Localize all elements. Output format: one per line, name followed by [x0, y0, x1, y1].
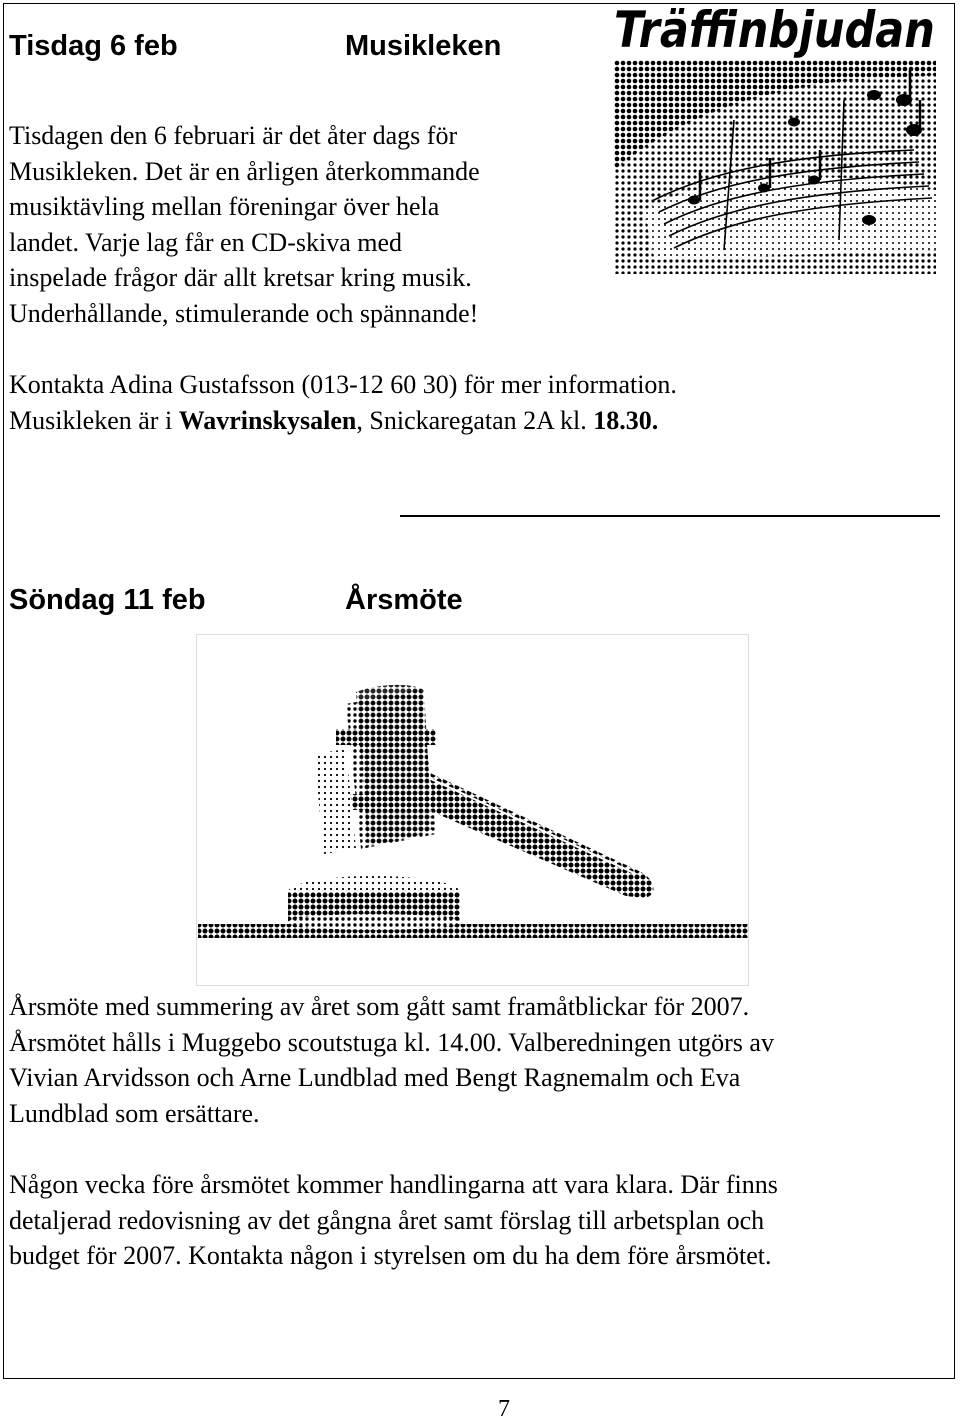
page-number: 7 [498, 1396, 510, 1422]
venue-address: , Snickaregatan 2A kl. [356, 405, 594, 435]
event1-description-line: landet. Varje lag får en CD-skiva med [9, 227, 402, 257]
event2-paragraph2-line: budget för 2007. Kontakta någon i styrelsen om du ha dem före årsmötet. [9, 1241, 772, 1270]
event2-paragraph1-line: Årsmöte med summering av året som gått samt framåtblickar för 2007. [9, 992, 750, 1021]
brand-title: Träffinbjudan [614, 2, 935, 60]
event1-description-line: Musikleken. Det är en årligen återkommande [9, 156, 480, 186]
event2-title: Årsmöte [345, 584, 463, 616]
event1-venue-line [9, 403, 677, 439]
venue-name: Wavrinskysalen [178, 405, 357, 435]
event1-title: Musikleken [345, 30, 502, 62]
venue-prefix: Musikleken är i [9, 405, 179, 435]
event1-description [9, 118, 480, 331]
event2-paragraph2-line: detaljerad redovisning av det gångna året samt förslag till arbetsplan och [9, 1205, 765, 1235]
music-notes-image [614, 60, 936, 274]
event1-date: Tisdag 6 feb [9, 30, 178, 62]
event2-paragraph2 [9, 1167, 778, 1274]
event1-contact [9, 367, 677, 438]
gavel-image [196, 634, 749, 986]
event2-paragraph1-line: Årsmötet hålls i Muggebo scoutstuga kl. 14.00. Valberedningen utgörs av [9, 1027, 774, 1057]
event2-paragraph1-line: Vivian Arvidsson och Arne Lundblad med Bengt Ragnemalm och Eva [9, 1063, 741, 1092]
event1-description-line: inspelade frågor där allt kretsar kring musik. [9, 263, 472, 292]
event1-description-line: musiktävling mellan föreningar över hela [9, 192, 440, 221]
event2-paragraph2-line: Någon vecka före årsmötet kommer handlingarna att vara klara. Där finns [9, 1170, 778, 1199]
event2-paragraph1 [9, 989, 774, 1131]
section-divider [400, 515, 940, 517]
venue-time: 18.30. [593, 405, 659, 435]
event2-date: Söndag 11 feb [9, 584, 206, 616]
event1-description-line: Underhållande, stimulerande och spännande! [9, 298, 479, 328]
event2-paragraph1-line: Lundblad som ersättare. [9, 1098, 260, 1128]
event1-description-line: Tisdagen den 6 februari är det åter dags för [9, 121, 458, 150]
event1-contact-line: Kontakta Adina Gustafsson (013-12 60 30) för mer information. [9, 370, 677, 399]
